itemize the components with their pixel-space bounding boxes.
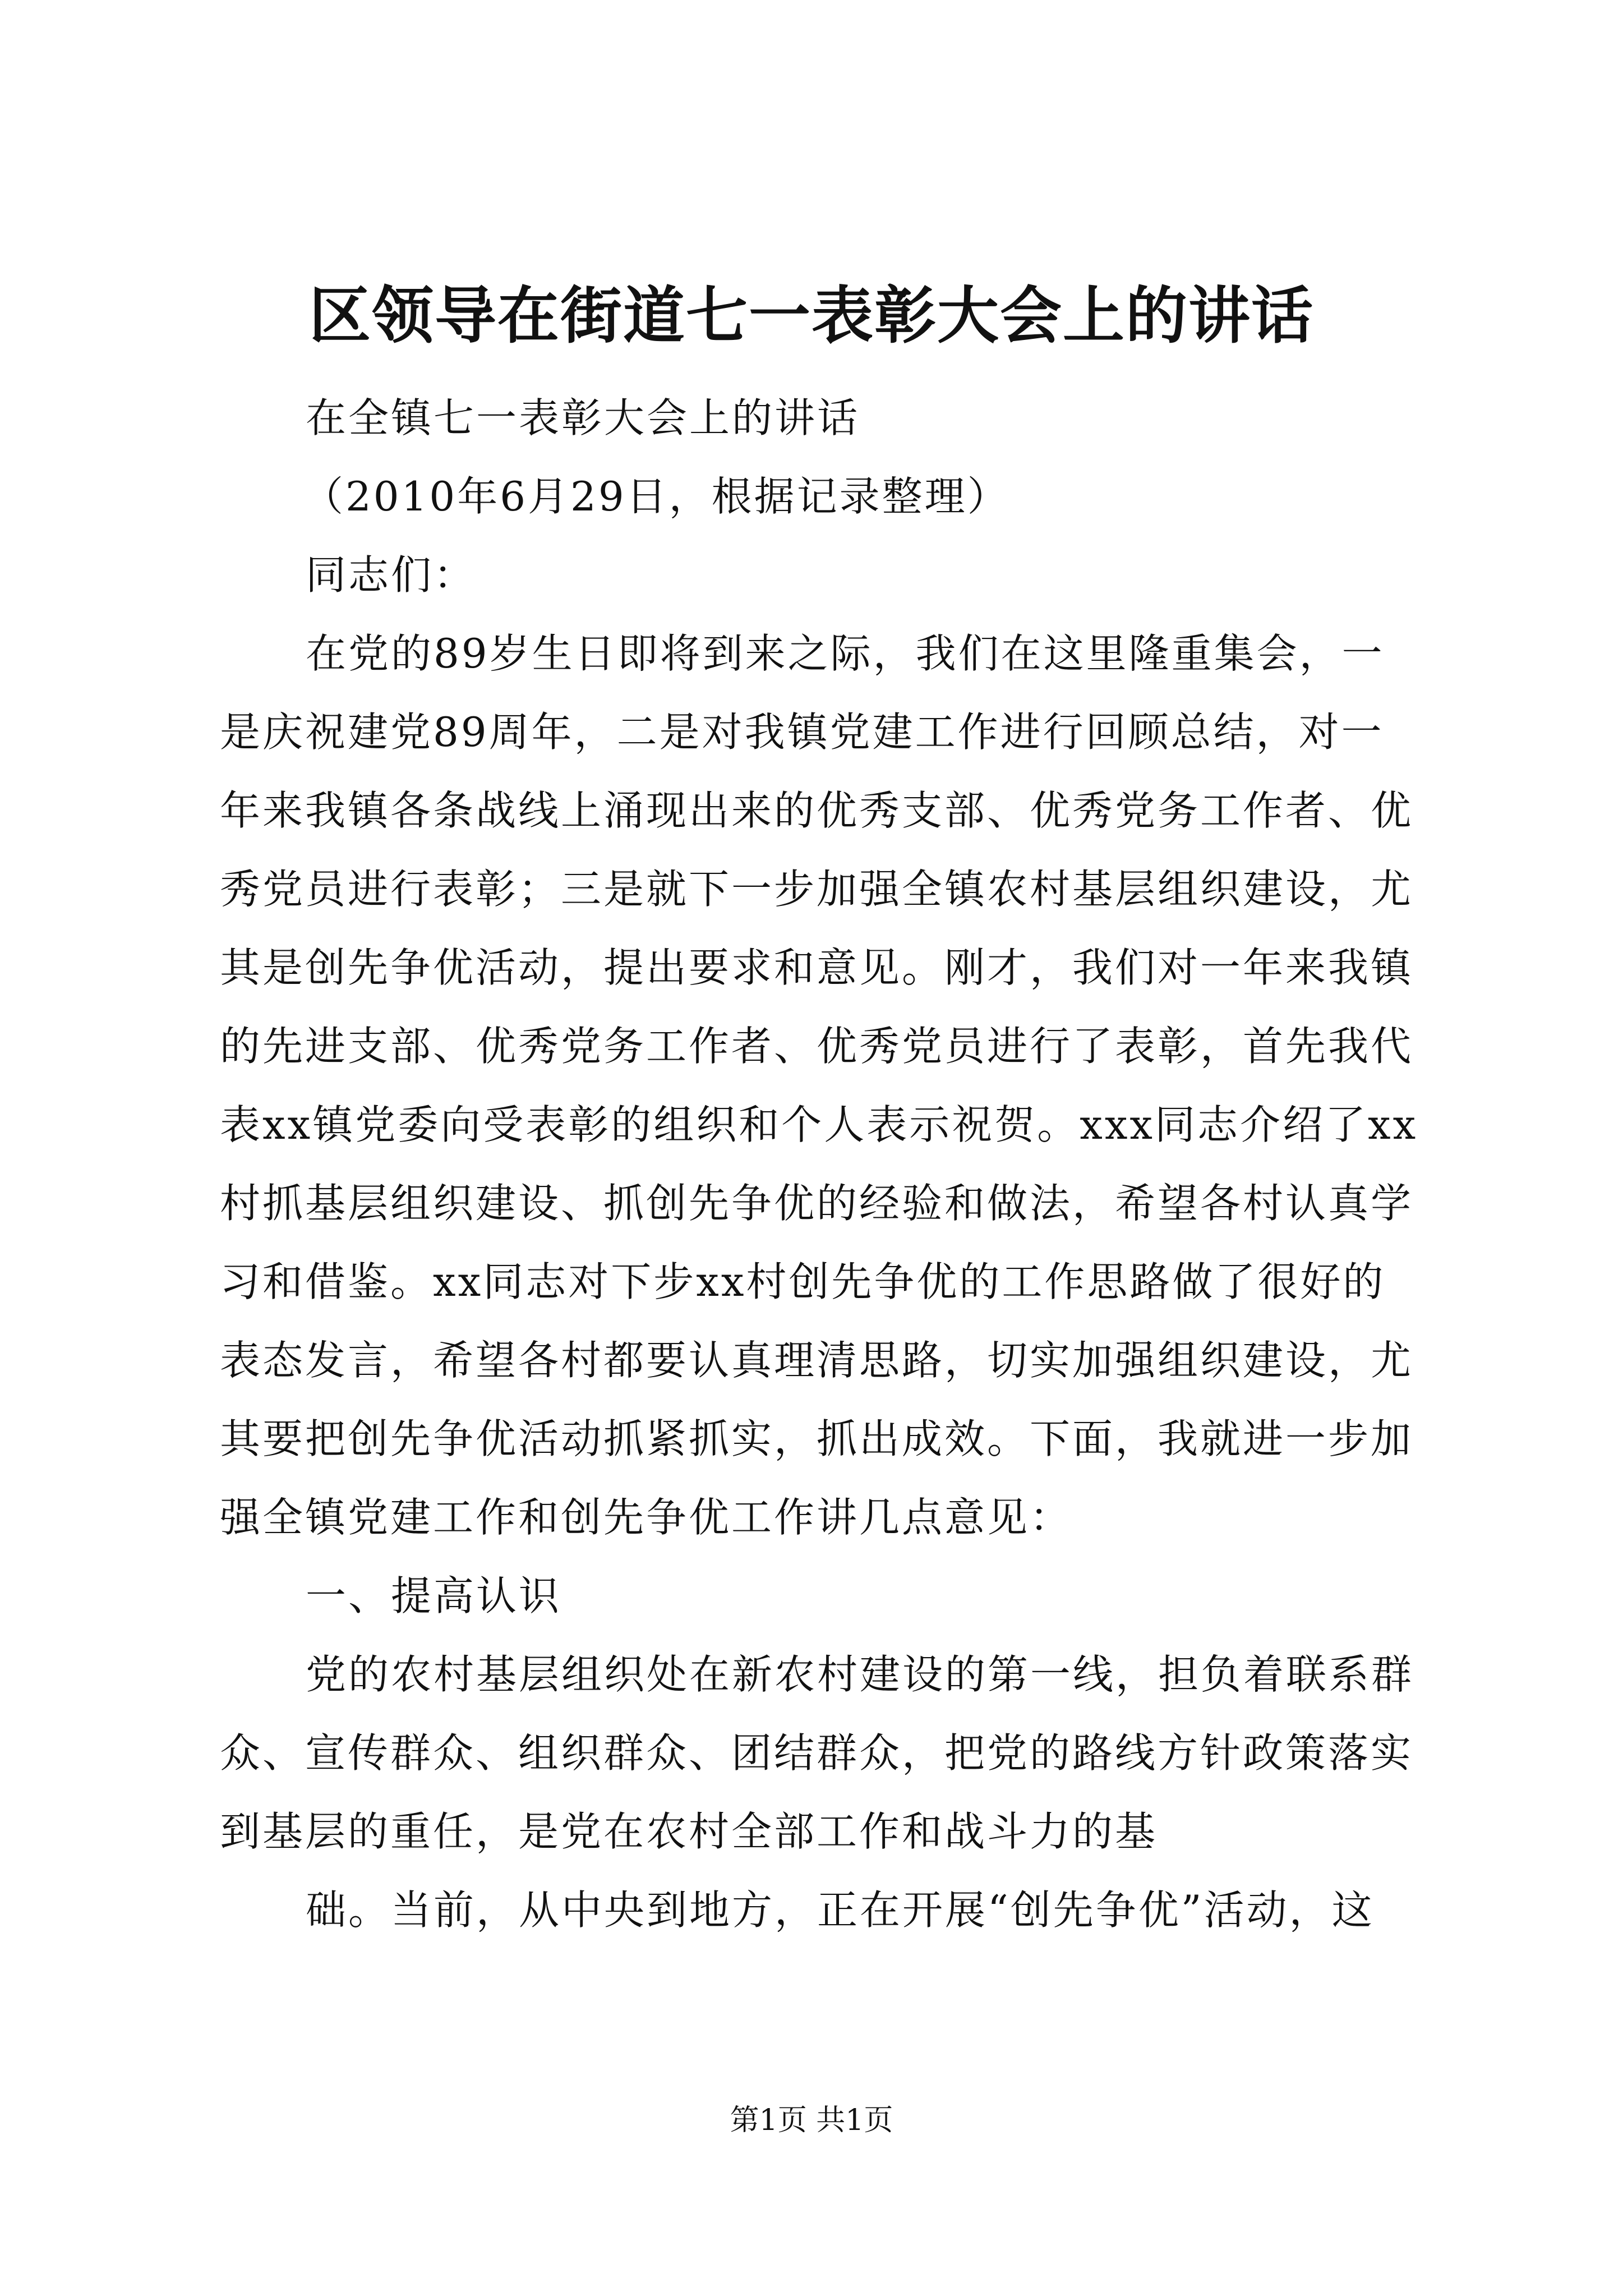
paragraph-line: 表态发言，希望各村都要认真理清思路，切实加强组织建设，尤 [220, 1337, 1414, 1384]
paragraph-line: 其是创先争优活动，提出要求和意见。刚才，我们对一年来我镇 [220, 944, 1414, 991]
paragraph-line: 是庆祝建党89周年，二是对我镇党建工作进行回顾总结，对一 [220, 708, 1384, 756]
paragraph-line: 众、宣传群众、组织群众、团结群众，把党的路线方针政策落实 [220, 1729, 1414, 1777]
paragraph-line: 党的农村基层组织处在新农村建设的第一线，担负着联系群 [306, 1651, 1414, 1698]
date-note-line: （2010年6月29日，根据记录整理） [303, 473, 1010, 520]
paragraph-line: 习和借鉴。xx同志对下步xx村创先争优的工作思路做了很好的 [220, 1258, 1386, 1305]
section-heading: 一、提高认识 [306, 1572, 562, 1619]
paragraph-line: 其要把创先争优活动抓紧抓实，抓出成效。下面，我就进一步加 [220, 1415, 1414, 1462]
paragraph-line: 村抓基层组织建设、抓创先争优的经验和做法，希望各村认真学 [220, 1180, 1414, 1227]
paragraph-line: 年来我镇各条战线上涌现出来的优秀支部、优秀党务工作者、优 [220, 787, 1414, 834]
paragraph-line: 表xx镇党委向受表彰的组织和个人表示祝贺。xxx同志介绍了xx [220, 1101, 1418, 1148]
document-title: 区领导在街道七一表彰大会上的讲话 [309, 279, 1314, 352]
paragraph-line: 到基层的重任，是党在农村全部工作和战斗力的基 [220, 1808, 1158, 1855]
paragraph-line: 的先进支部、优秀党务工作者、优秀党员进行了表彰，首先我代 [220, 1023, 1414, 1070]
paragraph-line: 在党的89岁生日即将到来之际，我们在这里隆重集会，一 [306, 630, 1385, 677]
subtitle-line: 在全镇七一表彰大会上的讲话 [306, 394, 860, 441]
paragraph-line: 强全镇党建工作和创先争优工作讲几点意见： [220, 1494, 1073, 1541]
page-footer: 第1页 共1页 [730, 2104, 893, 2137]
salutation-line: 同志们： [306, 551, 477, 599]
paragraph-line: 础。当前，从中央到地方，正在开展“创先争优”活动，这 [306, 1887, 1375, 1934]
paragraph-line: 秀党员进行表彰；三是就下一步加强全镇农村基层组织建设，尤 [220, 866, 1414, 913]
